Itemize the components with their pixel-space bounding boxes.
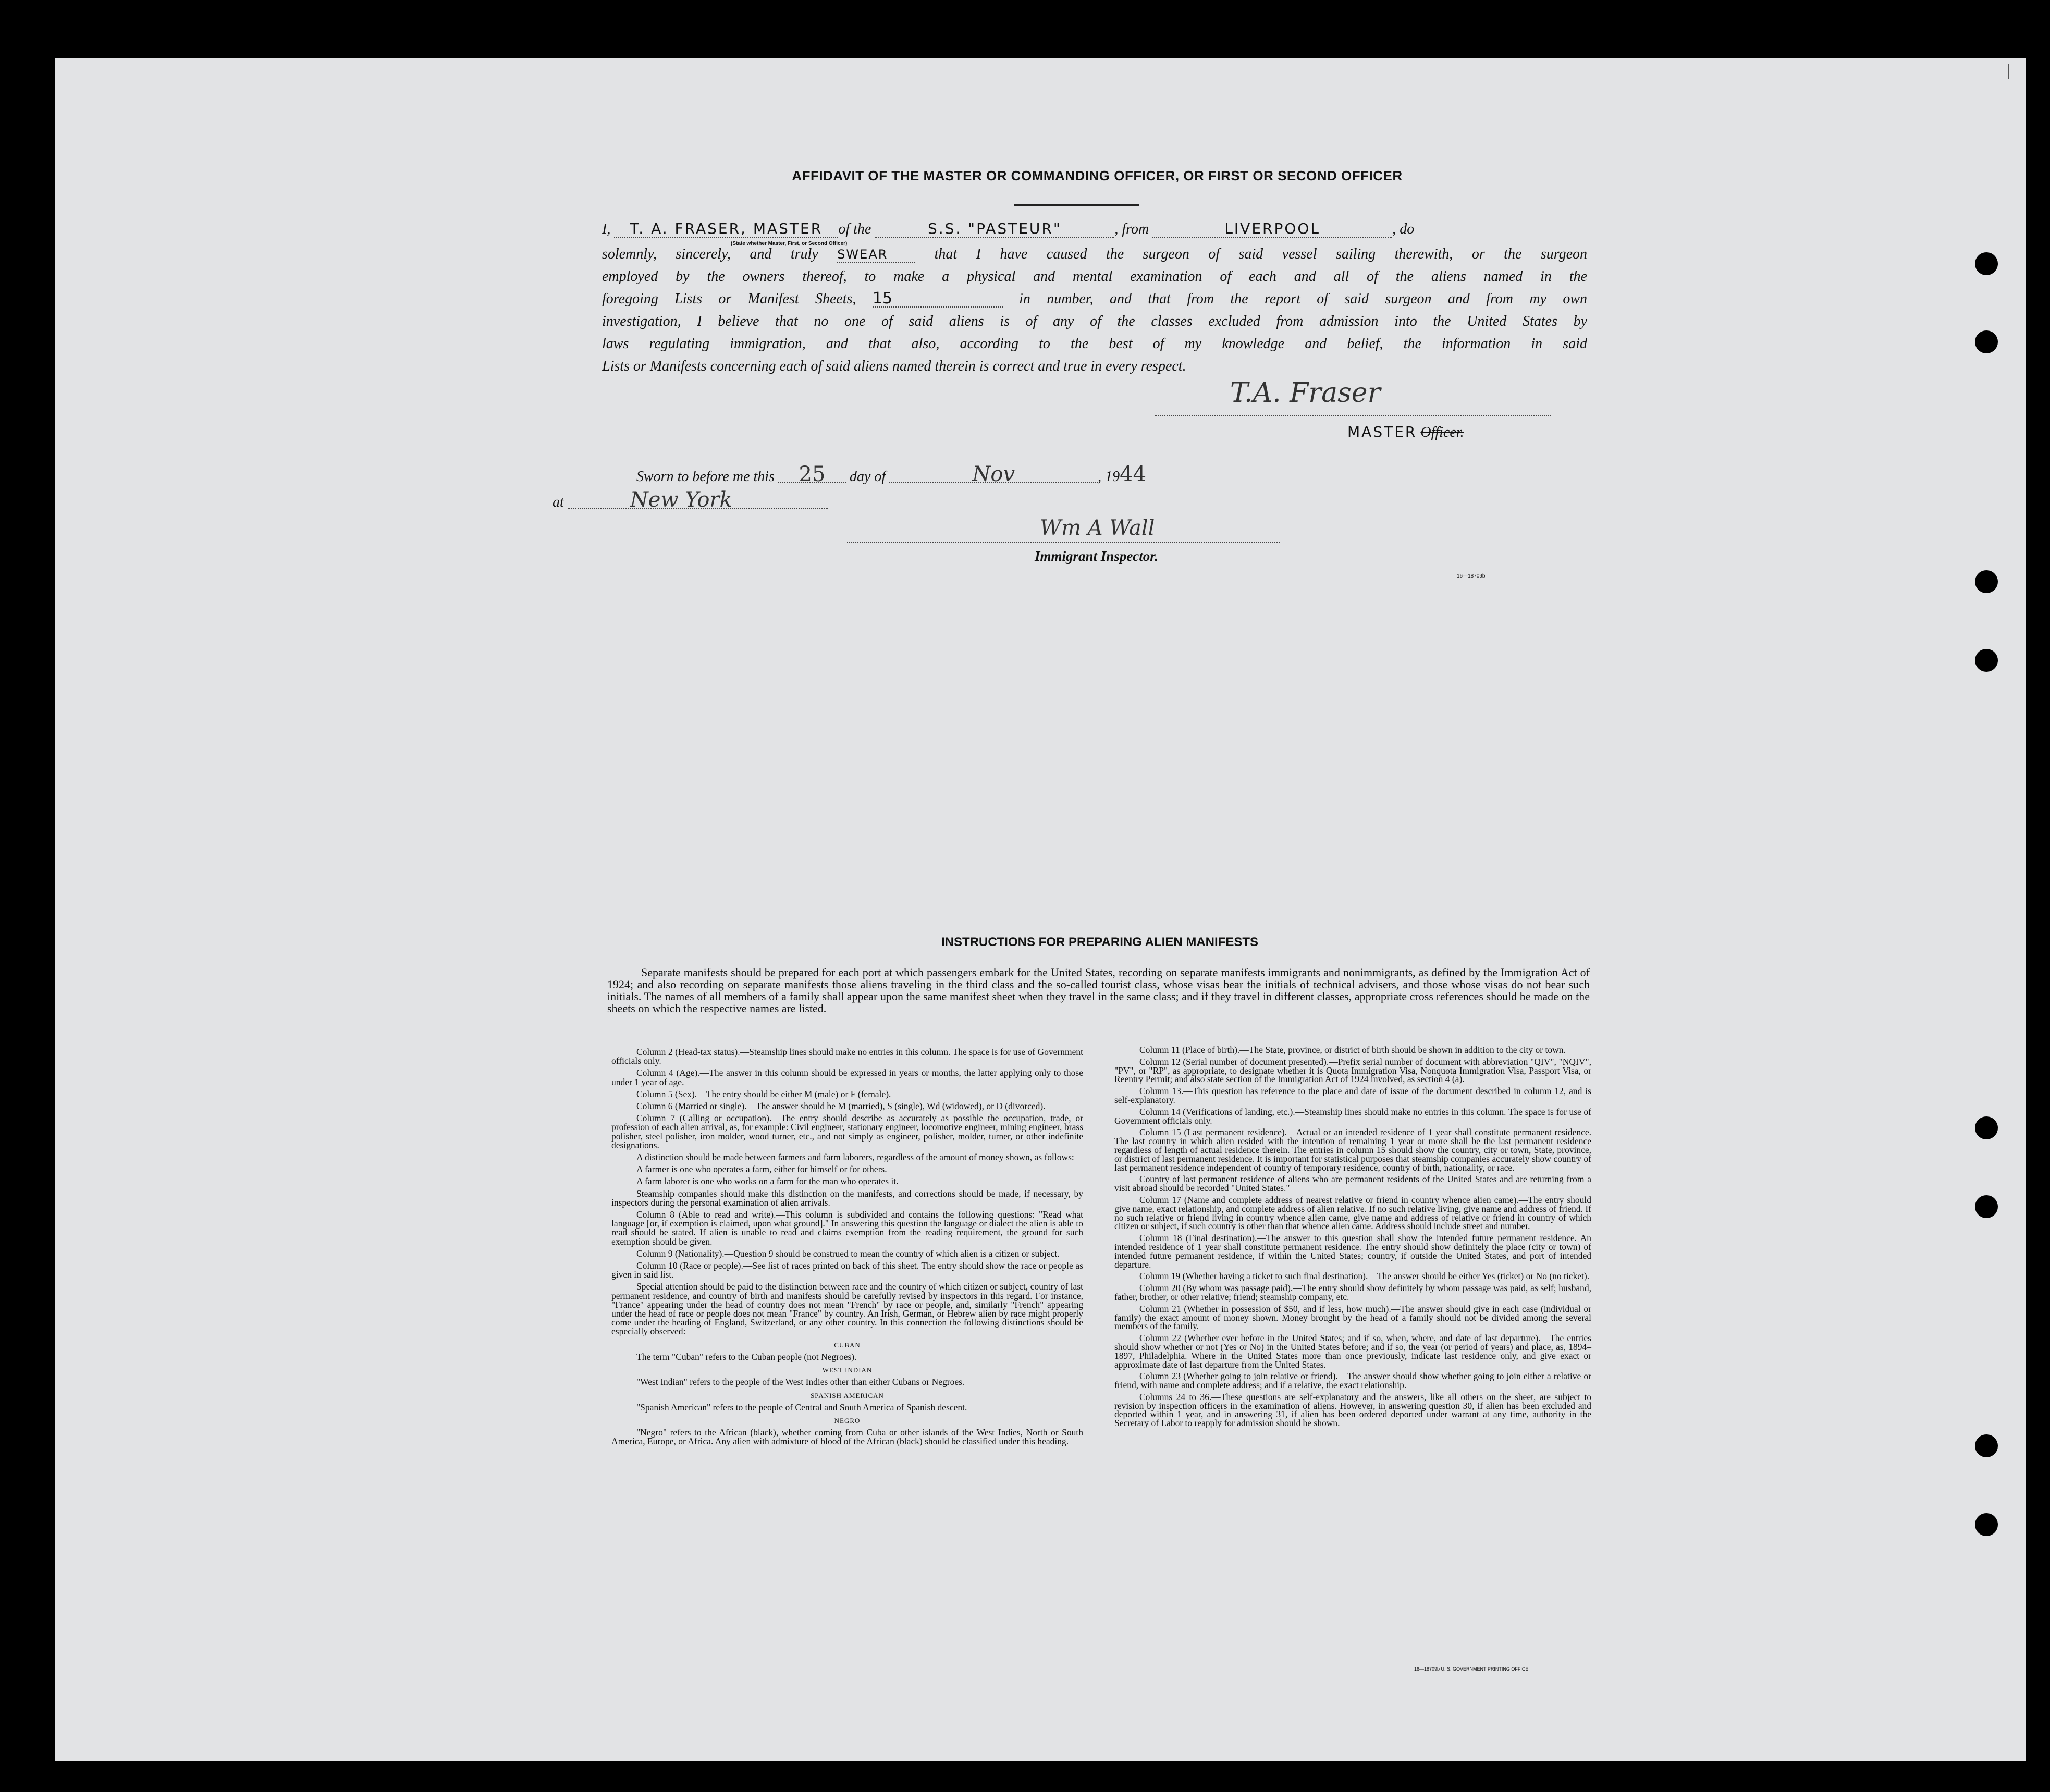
line2-prefix: solemnly, sincerely, and truly [602,246,818,262]
signature-line [1155,415,1551,416]
officer-title [1347,423,1464,441]
instruction-paragraph: Column 15 (Last permanent residence).—Actual or an intended residence of 1 year shall constitute permanent residence. The last country in which alien resided with the intention of remaining 1 year or more shall be the last permanent residence regardless of length of actual residence therein. The entries in column 15 should show the country, city or town, State, province, or district of last permanent residence. It is important for statistical purposes that steamship companies accurately show country of last permanent residence independent of country of temporary residence, country of birth, nationality, or race. [1114,1127,1591,1173]
instruction-paragraph: Column 18 (Final destination).—The answer to this question shall show the intended future permanent residence. An intended residence of 1 year shall constitute permanent residence. The entry should show definitely the place (city or town) of intended future permanent residence, if within the United States; country, if outside the United States, and port of intended departure. [1114,1233,1591,1270]
manifest-sheet [55,58,2026,1761]
instruction-paragraph: "Spanish American" refers to the people of Central and South America of Spanish descent. [636,1402,967,1413]
of-the-label: of the [838,221,871,237]
title-written: MASTER [1347,423,1417,440]
affidavit-line-3: employed by the owners thereof, to make a physical and mental examination of each and all of the aliens named in the [602,268,1587,285]
instruction-paragraph: Column 19 (Whether having a ticket to such final destination).—The answer should be either Yes (ticket) or No (no ticket). [1139,1271,1590,1282]
punch-hole [1975,1434,1998,1457]
affidavit-line-7: Lists or Manifests concerning each of said aliens named therein is correct and true in every respect. [602,358,1186,374]
sworn-prefix: Sworn to before me this [636,469,775,485]
sworn-line [636,462,1622,486]
instruction-paragraph: Steamship companies should make this distinction on the manifests, and corrections should be made, if necessary, by inspectors during the personal examination of alien arrivals. [611,1188,1083,1208]
punch-hole [1975,570,1998,593]
instructions-intro: Separate manifests should be prepared for each port at which passengers embark for the United States, recording on separate manifests immigrants and nonimmigrants, as defined by the Immigration Act of 1924; and also recording on separate manifests those aliens traveling in the third class and the so-called tourist class, whose visas bear the initials of technical advisers, and those whose visas do not bear such initials. The names of all members of a family shall appear upon the same manifest sheet when they travel in the same class; and if they travel in different classes, appropriate cross references should be made on the sheets on which the respective names are listed. [607,966,1590,1015]
sworn-place-field: New York [568,492,828,509]
affidavit-line-5: investigation, I believe that no one of said aliens is of any of the classes excluded from admission into the United States by [602,313,1587,329]
affidavit-line-1 [602,221,1587,238]
instruction-paragraph: Columns 24 to 36.—These questions are self-explanatory and the answers, like all others on the sheet, are subject to revision by inspection officers in the examination of aliens. However, in answering question 30, if alien has been excluded and deported within 1 year, and in answering 31, if alien has been ordered deported under warrant at any time, authority in the Secretary of Labor to reapply for admission should be shown. [1114,1391,1591,1429]
do-label: , do [1392,221,1415,237]
instruction-paragraph: "West Indian" refers to the people of the West Indies other than either Cubans or Negroes. [636,1377,965,1388]
instruction-paragraph: "Negro" refers to the African (black), whether coming from Cuba or other islands of the West Indies, North or South America, Europe, or Africa. Any alien with admixture of blood of the African (black) should be classified under this heading. [611,1427,1083,1447]
instruction-paragraph: A farmer is one who operates a farm, either for himself or for others. [636,1164,887,1175]
instruction-paragraph: Column 4 (Age).—The answer in this column should be expressed in years or months, the latter applying only to those under 1 year of age. [611,1067,1083,1087]
affidavit-line-2 [602,246,1587,263]
instruction-paragraph: Column 21 (Whether in possession of $50, and if less, how much).—The answer should give in each case (individual or family) the exact amount of money shown. Money brought by the head of a family should not be divided among the several members of the family. [1114,1303,1591,1332]
section-heading: SPANISH AMERICAN [811,1391,884,1400]
instruction-paragraph: Column 11 (Place of birth).—The State, province, or district of birth should be shown in addition to the city or town. [1139,1045,1566,1055]
inspector-signature: Wm A Wall [1040,516,1155,540]
title-struck: Officer. [1420,424,1464,440]
instructions-right-column [1114,1046,1591,1431]
punch-hole [1975,1195,1998,1218]
section-heading: CUBAN [834,1341,861,1349]
edge-mark [2008,64,2009,79]
inspector-signature-line [847,542,1280,543]
vessel-name-field: S.S. "PASTEUR" [875,221,1114,238]
instruction-paragraph: A farm laborer is one who works on a farm for the man who operates it. [636,1176,899,1187]
inspector-title: Immigrant Inspector. [1035,548,1159,564]
at-label: at [553,494,564,510]
master-signature: T.A. Fraser [1230,377,1381,409]
punch-hole [1975,252,1998,275]
affidavit-line-6: laws regulating immigration, and that also, according to the best of my knowledge and belief, the information in said [602,336,1587,352]
oath-field: SWEAR [837,247,915,263]
from-label: , from [1114,221,1149,237]
instruction-paragraph: Column 20 (By whom was passage paid).—The entry should show definitely by whom passage was paid, as self; husband, father, brother, or other relative; friend; steamship company, etc. [1114,1283,1591,1302]
line1-prefix: I, [602,221,611,237]
day-of-label: day of [849,469,886,485]
instruction-paragraph: Column 5 (Sex).—The entry should be either M (male) or F (female). [636,1088,891,1099]
instructions-left-column [611,1048,1083,1450]
punch-hole [1975,1116,1998,1139]
printing-office-footer: 16—18709b U. S. GOVERNMENT PRINTING OFFICE [1414,1666,1529,1672]
instruction-paragraph: Column 14 (Verifications of landing, etc.).—Steamship lines should make no entries in this column. The space is for use of Government officials only. [1114,1106,1591,1126]
instruction-paragraph: Column 22 (Whether ever before in the United States; and if so, when, where, and date of last departure).—The entries should show whether or not (Yes or No) in the United States before; and if so, the year (or period of years) and place, as, 1894–1897, Philadelphia. Where in the United States more than once previously, indicate last residence only, and give exact or approximate date of last departure from the United States. [1114,1333,1591,1370]
instruction-paragraph: Column 13.—This question has reference to the place and date of issue of the document described in column 12, and is self-explanatory. [1114,1086,1591,1105]
instruction-paragraph: Column 2 (Head-tax status).—Steamship lines should make no entries in this column. The space is for use of Government officials only. [611,1047,1083,1066]
sworn-day-field: 25 [778,467,846,483]
year-prefix: , 19 [1098,469,1120,485]
instruction-paragraph: Column 12 (Serial number of document presented).—Prefix serial number of document with abbreviation "QIV", "NQIV", "PV", or "RP", as appropriate, to designate whether it is Quota Immigration Visa, Nonquota Immigration Visa, Passport Visa, or Reentry Permit; and also state section of the Immigration Act of 1924 involved, as section 4 (a). [1114,1056,1591,1085]
instruction-paragraph: Column 23 (Whether going to join relative or friend).—The answer should show whether going to join either a relative or friend, with name and complete address; and if a relative, the exact relationship. [1114,1371,1591,1391]
instruction-paragraph: Column 17 (Name and complete address of nearest relative or friend in country whence alien came).—The entry should give name, exact relationship, and complete address of alien relative. If no such relative living, give name and address of friend. If no such relative or friend living in country whence alien came, give name and address of relative or friend in country of which citizen or subject, if such country is other than that whence alien came. Address should include street and number. [1114,1194,1591,1232]
instruction-paragraph: The term "Cuban" refers to the Cuban people (not Negroes). [636,1351,857,1362]
section-heading: NEGRO [834,1416,861,1425]
affidavit-title: AFFIDAVIT OF THE MASTER OR COMMANDING OFFICER, OR FIRST OR SECOND OFFICER [792,168,1403,183]
form-code: 16—18709b [1457,573,1486,579]
instruction-paragraph: Column 7 (Calling or occupation).—The entry should describe as accurately as possible the occupation, trade, or profession of each alien arrival, as, for example: Civil engineer, stationary engineer, locomotive engineer, mining engineer, brass polisher, steel polisher, iron molder, wood turner, etc., and not simply as engineer, polisher, molder, turner, or other indefinite designations. [611,1113,1083,1150]
state-note: (State whether Master, First, or Second Officer) [731,241,848,247]
punch-hole [1975,330,1998,353]
line2-rest: that I have caused the surgeon of said vessel sailing therewith, or the surgeon [934,246,1588,262]
affidavit-line-4 [602,291,1587,308]
sworn-month-field: Nov [889,467,1098,483]
sworn-place-line [553,488,1538,512]
instructions-title: INSTRUCTIONS FOR PREPARING ALIEN MANIFESTS [941,935,1258,949]
section-heading: WEST INDIAN [822,1366,873,1374]
instruction-paragraph: A distinction should be made between farmers and farm laborers, regardless of the amount of money shown, as follows: [636,1152,1074,1163]
instruction-paragraph: Country of last permanent residence of aliens who are permanent residents of the United States and are returning from a visit abroad should be recorded "United States." [1114,1174,1591,1194]
line4-prefix: foregoing Lists or Manifest Sheets, [602,291,856,307]
officer-name-field: T. A. FRASER, MASTER [614,221,838,238]
title-rule [1014,204,1139,206]
instruction-paragraph: Special attention should be paid to the distinction between race and the country of which citizen or subject, country of last permanent residence, and country of birth and manifests should be carefully revised by inspectors in this regard. For instance, "France" appearing under the head of country does not mean "French" by race or people, and, similarly "French" appearing under the head of race or people does not mean "France" by country. An Irish, German, or Hebrew alien by race might properly come under the heading of England, Switzerland, or any other country. In this connection the following distinctions should be especially observed: [611,1281,1083,1337]
port-field: LIVERPOOL [1152,221,1392,238]
line4-rest: in number, and that from the report of said surgeon and from my own [1019,291,1587,307]
sworn-year: 44 [1120,462,1147,486]
instruction-paragraph: Column 6 (Married or single).—The answer should be M (married), S (single), Wd (widowed), or D (divorced). [636,1101,1046,1112]
instruction-paragraph: Column 9 (Nationality).—Question 9 should be construed to mean the country of which alien is a citizen or subject. [636,1248,1060,1259]
instruction-paragraph: Column 8 (Able to read and write).—This column is subdivided and contains the following questions: "Read what language [or, if exemption is claimed, upon what ground]." In answering this question the language or dialect the alien is able to read should be stated. If alien is unable to read and claims exemption from the reading requirement, the ground for such exemption should be given. [611,1209,1083,1247]
punch-hole [1975,1513,1998,1536]
punch-hole [1975,649,1998,672]
sheet-count-field: 15 [873,291,1003,308]
instruction-paragraph: Column 10 (Race or people).—See list of races printed on back of this sheet. The entry should show the race or people as given in said list. [611,1260,1083,1280]
